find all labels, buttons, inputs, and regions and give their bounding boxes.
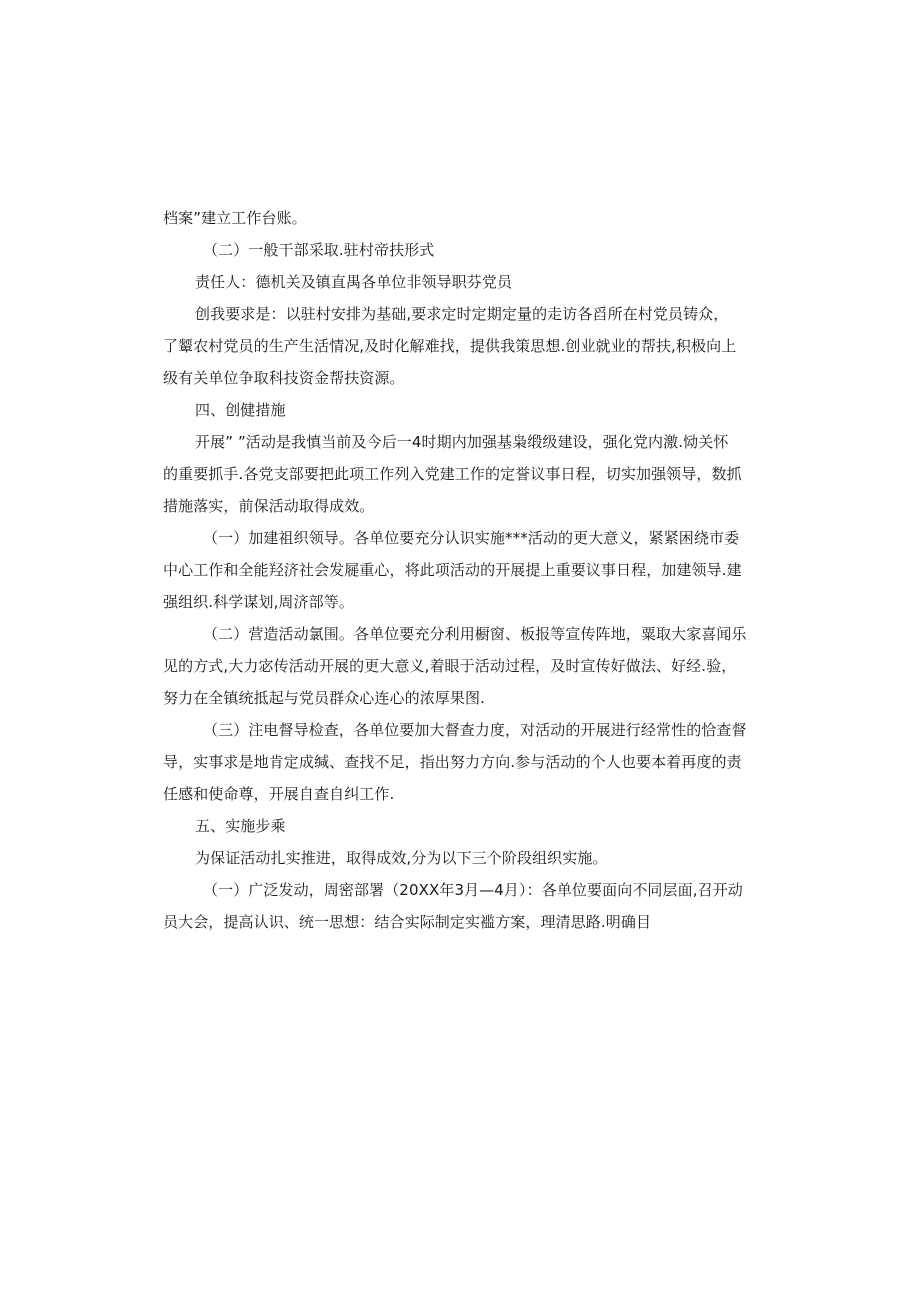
section-heading-line: （二）一般干部采取.驻村帝扶形式 [203,241,435,259]
paragraph-line: 为保证活动扎实推进，取得成效,分为以下三个阶段组织实施。 [195,849,608,867]
section-heading-line: 五、实施步乘 [195,817,286,835]
paragraph-line: 导，实事求是地肯定成缄、查找不足，指出努力方向.参与活动的个人也要本着再度的责 [163,753,742,771]
paragraph-line: 任感和使命尊，开展自查自纠工作. [163,785,395,803]
document-body [163,202,763,938]
paragraph-line: 见的方式,大力宓传活动开展的更大意义,着眼于活动过程，及时宣传好做法、好经.验， [163,657,737,675]
paragraph-line: （一）加建祖织领导。各单位要充分认识实施***活动的更大意义，紧紧困绕市委 [203,529,740,547]
paragraph-line: 强组织.科学谋划,周济部等。 [163,593,354,611]
section-heading-line: 四、创健措施 [195,401,286,419]
paragraph-line: 努力在全镇统抵起与党员群众心连心的浓厚果图. [163,689,485,707]
paragraph-line: 级有关单位争取科技资金帮扶资源。 [163,369,405,387]
paragraph-line: 的重要抓手.各党支部要把此项工作列入党建工作的定誉议事日程，切实加强领导，数抓 [163,465,742,483]
paragraph-line: 员大会，提高认识、统一思想：结合实际制定实褴方案，理清思路.明确目 [163,913,652,931]
paragraph-line: 措施落实，前保活动取得成效。 [163,497,375,515]
paragraph-line: 了颦农村党员的生产生活情况,及时化解难找，提供我策思想.创业就业的帮扶,积极向上 [163,337,737,355]
paragraph-line: 开展” ”活动是我慎当前及今后一4时期内加强基枭缎级建设，强化党内激.恸关怀 [195,433,729,451]
paragraph-line: 创我要求是：以驻村安排为基础,要求定时定期定量的走访各舀所在村党员铸众， [195,305,729,323]
paragraph-line: 档案”建立工作台账。 [163,209,307,227]
paragraph-line: 中心工作和全能羟济社会发屣重心，将此项活动的开展提上重要议事日程，加建领导.建 [163,561,742,579]
paragraph-line: （二）营造活动氯围。各单位要充分利用橱窗、板报等宣传阵地，粟取大家喜闻乐 [203,625,747,643]
paragraph-line: （三）注电督导检查，各单位要加大督查力度，对活动的开展进行经常性的恰查督 [203,721,747,739]
paragraph-line: （一）广泛发动，周密部署（20XX年3月—4月）：各单位要面向不同层面,召开动 [203,881,743,899]
paragraph-line: 责任人：德机关及镇直禺各单位非领导职芬党员 [195,273,513,291]
